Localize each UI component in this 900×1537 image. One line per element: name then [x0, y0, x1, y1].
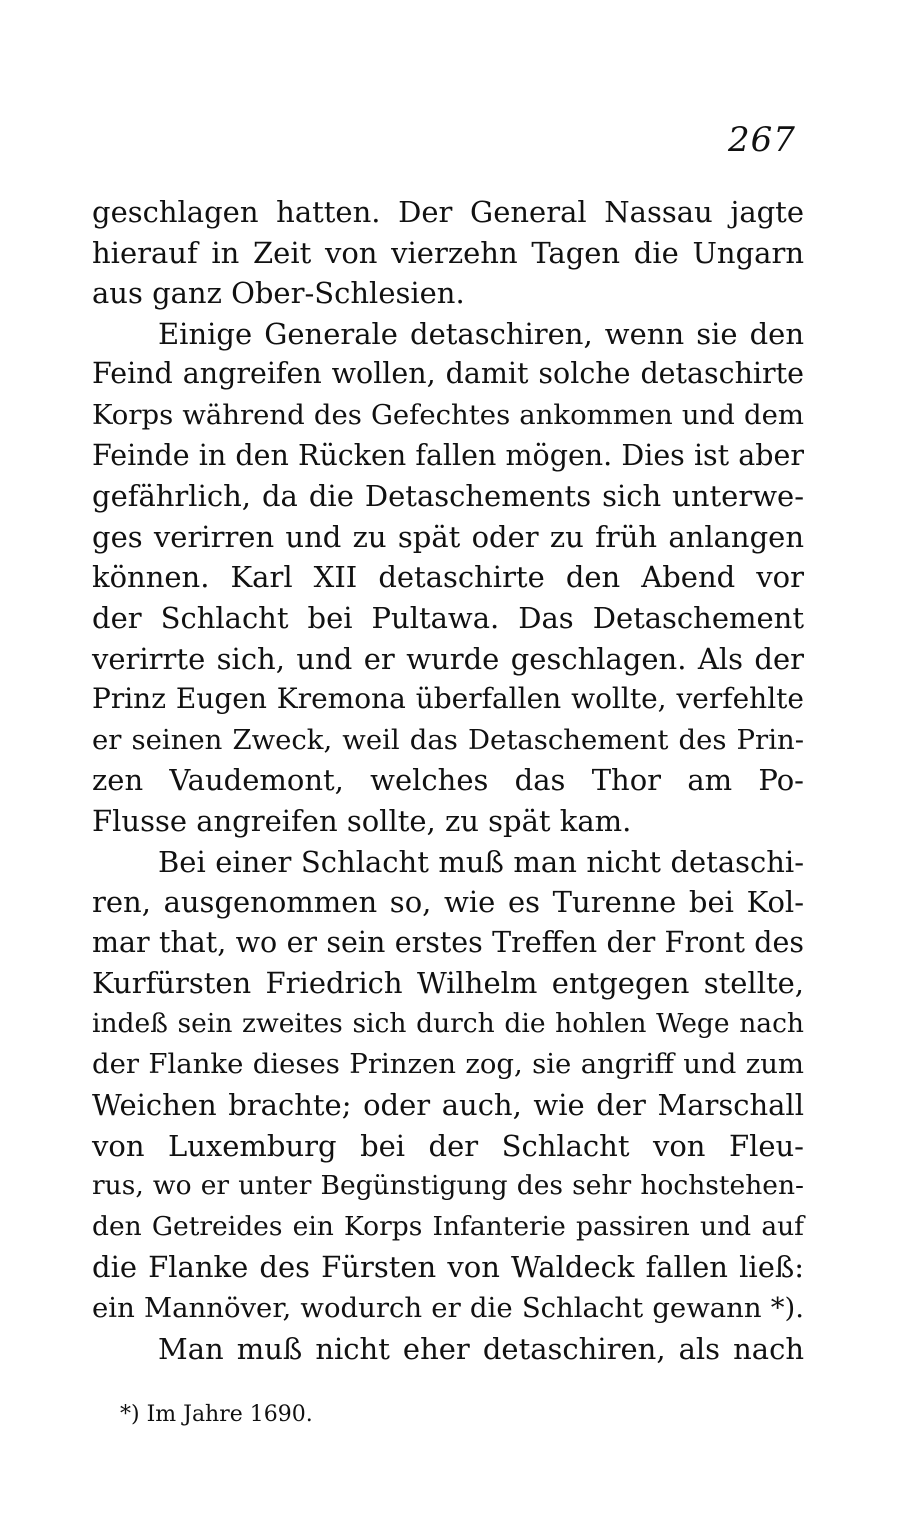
text-line: Man muß nicht eher detaschiren, als nach	[158, 1331, 804, 1366]
text-line: ein Mannöver, wodurch er die Schlacht gewann *).	[92, 1292, 804, 1325]
text-line: der Schlacht bei Pultawa. Das Detaschement	[92, 600, 804, 635]
text-line: hierauf in Zeit von vierzehn Tagen die Ungarn	[92, 235, 804, 270]
text-line: gefährlich, da die Detaschements sich unterwe-	[92, 479, 804, 514]
text-line: er seinen Zweck, weil das Detaschement des Prin-	[92, 723, 804, 756]
text-line: Feind angreifen wollen, damit solche detaschirte	[92, 357, 804, 391]
text-line: aus ganz Ober-Schlesien.	[92, 276, 465, 311]
text-line: zen Vaudemont, welches das Thor am Po-	[92, 763, 804, 798]
footnote: *) Im Jahre 1690.	[120, 1402, 313, 1427]
text-line: geschlagen hatten. Der General Nassau jagte	[92, 195, 804, 229]
text-line: Korps während des Gefechtes ankommen und dem	[92, 398, 804, 431]
text-line: indeß sein zweites sich durch die hohlen Wege nach	[92, 1007, 804, 1039]
text-line: Weichen brachte; oder auch, wie der Marschall	[92, 1088, 804, 1123]
text-line: Flusse angreifen sollte, zu spät kam.	[92, 803, 632, 838]
text-line: ges verirren und zu spät oder zu früh anlangen	[92, 519, 804, 554]
text-line: Feinde in den Rücken fallen mögen. Dies ist aber	[92, 438, 804, 472]
text-line: von Luxemburg bei der Schlacht von Fleu-	[92, 1128, 804, 1163]
text-line: ren, ausgenommen so, wie es Turenne bei Kol-	[92, 885, 804, 920]
text-line: Prinz Eugen Kremona überfallen wollte, verfehlte	[92, 682, 804, 716]
text-line: rus, wo er unter Begünstigung des sehr hochstehen-	[92, 1170, 804, 1202]
body-text	[92, 192, 804, 1369]
text-line: die Flanke des Fürsten von Waldeck fallen ließ:	[92, 1250, 804, 1285]
text-line: der Flanke dieses Prinzen zog, sie angriff und zum	[92, 1048, 804, 1081]
text-line: verirrte sich, und er wurde geschlagen. Als der	[92, 641, 804, 676]
text-line: Kurfürsten Friedrich Wilhelm entgegen stellte,	[92, 966, 804, 1001]
page-number: 267	[728, 120, 796, 160]
text-line: Einige Generale detaschiren, wenn sie den	[158, 316, 804, 351]
text-line: Bei einer Schlacht muß man nicht detaschi-	[158, 844, 804, 879]
text-line: den Getreides ein Korps Infanterie passiren und auf	[92, 1210, 804, 1242]
text-line: können. Karl XII detaschirte den Abend vor	[92, 560, 804, 595]
text-line: mar that, wo er sein erstes Treffen der Front des	[92, 925, 804, 959]
